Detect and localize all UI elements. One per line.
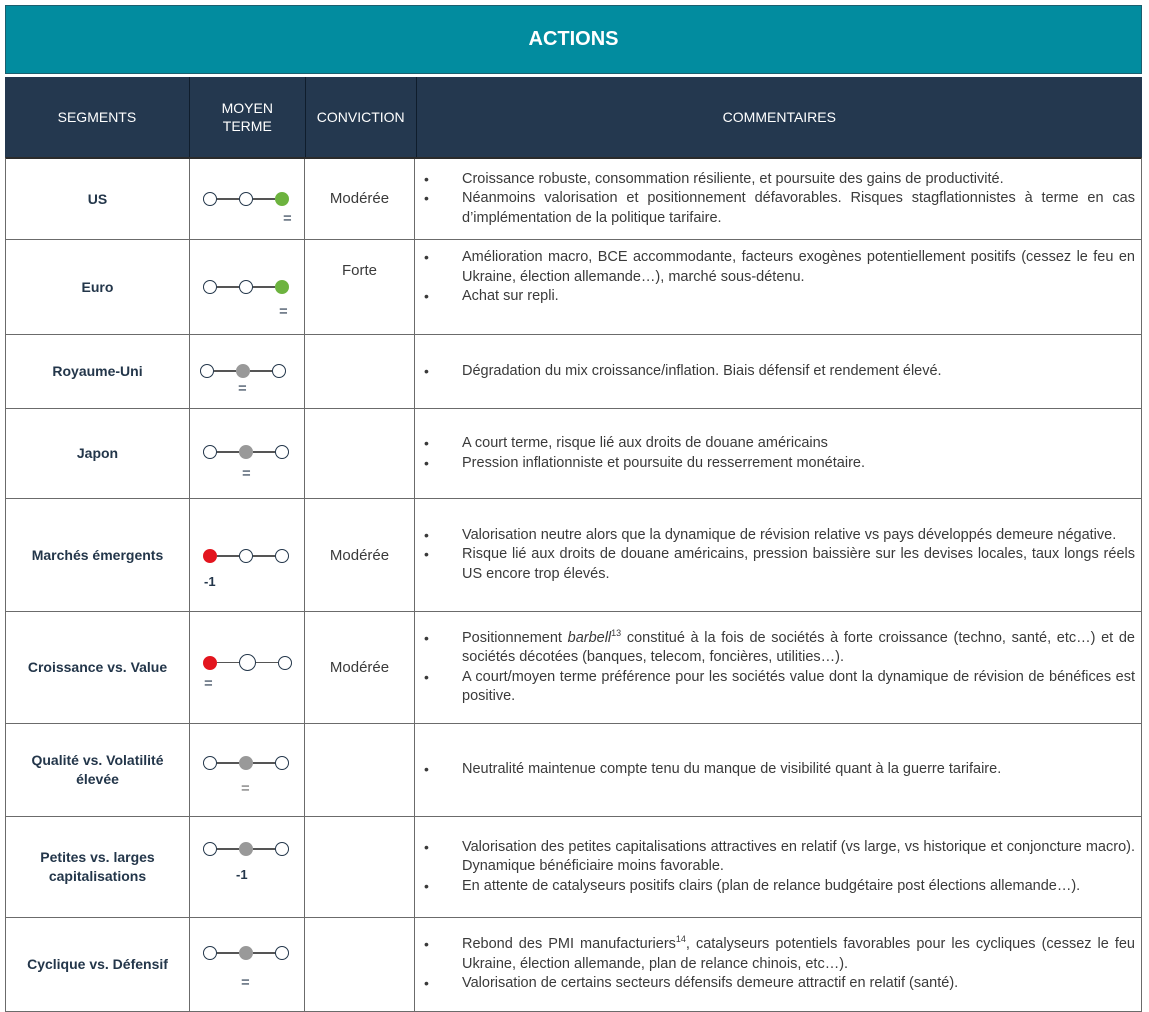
comments-cell [415,918,1141,1011]
scale-line [217,555,239,556]
conviction-cell [305,335,415,408]
position-dot-3 [275,445,289,459]
change-mark: = [241,780,250,797]
conviction-cell [305,499,415,611]
position-dot-2 [239,280,253,294]
footnote-ref: 13 [611,627,622,638]
comment-item: • Rebond des PMI manufacturiers$^{14}$, catalyseurs potentiels favorables pour les cycliques (cessez le feu Ukraine, élection allemande, plan de relance chinois, etc…). [421,935,1135,974]
comment-item: • Risque lié aux droits de douane américains, pression baissière sur les devises locales, taux longs réels US encore trop élevés. [421,545,1135,584]
scale-line [250,370,272,371]
scale-line [253,848,275,849]
header-moyen-label: MOYEN [221,100,273,116]
scale-line [217,451,239,452]
scale-line [253,762,275,763]
table-row [6,159,1141,240]
segment-label: Qualité vs. Volatilité élevée [6,724,190,816]
table-body [5,157,1142,1012]
table-row [6,409,1141,499]
conviction-cell [305,817,415,917]
change-mark: = [241,974,250,991]
table-row [6,240,1141,335]
comment-item: • A court/moyen terme préférence pour les sociétés value dont la dynamique de révision de bénéfices est positive. [421,668,1135,707]
comments-list [421,434,1135,473]
table-header [5,74,1142,157]
scale-line [217,952,239,953]
scale-line [256,662,278,663]
comment-item: • Valorisation neutre alors que la dynamique de révision relative vs pays développés demeure négative. [421,526,1135,546]
comment-item: • Valorisation de certains secteurs défensifs demeure attractif en relatif (santé). [421,974,1135,994]
header-segments: SEGMENTS [5,77,190,157]
table-row [6,817,1141,918]
position-dot-3 [275,946,289,960]
comment-item: • Achat sur repli. [421,287,1135,307]
table-row [6,612,1141,724]
position-scale [203,654,292,671]
comments-list [421,838,1135,897]
scale-line [217,662,239,663]
scale-line [217,848,239,849]
scale-line [253,952,275,953]
position-dot-1 [203,549,217,563]
footnote-ref: 14 [675,934,686,945]
scale-line [217,762,239,763]
scale-line [253,198,275,199]
change-mark: = [238,380,247,397]
segment-label: Royaume-Uni [6,335,190,408]
comment-item: • Pression inflationniste et poursuite du resserrement monétaire. [421,454,1135,474]
barbell-term: barbell [567,629,612,646]
comment-item: • Positionnement barbell$^{13}$ constitué à la fois de sociétés à forte croissance (techno, santé, etc…) et de sociétés décotées (banques, telecom, foncières, utilities…). [421,629,1135,668]
position-dot-2 [239,654,256,671]
conviction-cell [305,159,415,239]
medium-term-indicator [190,240,305,334]
table-row [6,918,1141,1012]
medium-term-indicator [190,817,305,917]
comments-cell [415,612,1141,723]
comment-item: • Néanmoins valorisation et positionnement défavorables. Risques stagflationnistes à terme en cas d’implémentation de la politique tarifaire. [421,189,1135,228]
scale-line [253,451,275,452]
position-dot-1 [200,364,214,378]
change-mark: = [283,210,292,227]
position-dot-3 [275,549,289,563]
comments-list [421,935,1135,994]
comments-cell [415,335,1141,408]
position-dot-1 [203,946,217,960]
medium-term-indicator [190,724,305,816]
position-dot-2 [239,946,253,960]
segment-label: Japon [6,409,190,498]
position-dot-2 [236,364,250,378]
medium-term-indicator [190,335,305,408]
header-moyen-terme [190,77,306,157]
position-dot-1 [203,445,217,459]
comments-list [421,362,1135,382]
medium-term-indicator [190,409,305,498]
comments-list [421,526,1135,585]
conviction-value: Modérée [329,547,390,564]
comments-list [421,248,1135,307]
comments-cell [415,817,1141,917]
medium-term-indicator [190,918,305,1011]
position-dot-2 [239,756,253,770]
comments-cell [415,240,1141,334]
position-scale [203,280,289,294]
position-dot-3 [275,756,289,770]
comment-item: • Croissance robuste, consommation résiliente, et poursuite des gains de productivité. [421,170,1135,190]
comments-list [421,760,1135,780]
position-dot-3 [275,842,289,856]
position-dot-2 [239,842,253,856]
conviction-cell [305,612,415,723]
conviction-value: Modérée [329,659,390,676]
change-mark: -1 [236,867,248,882]
position-dot-1 [203,756,217,770]
position-scale [203,445,289,459]
scale-line [217,198,239,199]
comments-cell [415,409,1141,498]
comment-item: • Neutralité maintenue compte tenu du manque de visibilité quant à la guerre tarifaire. [421,760,1135,780]
header-terme-label: TERME [222,118,272,134]
conviction-cell [305,724,415,816]
comments-list [421,170,1135,229]
comment-item: • Dégradation du mix croissance/inflation. Biais défensif et rendement élevé. [421,362,1135,382]
conviction-value: Modérée [329,190,390,207]
segment-label: Marchés émergents [6,499,190,611]
header-conviction: CONVICTION [306,77,417,157]
conviction-cell [305,918,415,1011]
medium-term-indicator [190,499,305,611]
header-commentaires: COMMENTAIRES [722,109,836,125]
position-dot-2 [239,192,253,206]
change-mark: = [242,465,251,482]
comment-item: • Valorisation des petites capitalisations attractives en relatif (vs large, vs historique et conjoncture macro). Dynamique bénéficiaire moins favorable. [421,838,1135,877]
comments-cell [415,159,1141,239]
conviction-value: Forte [341,262,377,279]
change-mark: -1 [204,574,216,589]
conviction-cell [305,240,415,334]
position-dot-1 [203,842,217,856]
comment-item: • En attente de catalyseurs positifs clairs (plan de relance budgétaire post élections allemande…). [421,877,1135,897]
position-scale [203,946,289,960]
position-dot-1 [203,656,217,670]
scale-line [253,555,275,556]
medium-term-indicator [190,159,305,239]
position-dot-1 [203,192,217,206]
position-dot-3 [272,364,286,378]
position-dot-3 [278,656,292,670]
table-row [6,335,1141,409]
scale-line [217,286,239,287]
position-dot-1 [203,280,217,294]
position-scale [203,842,289,856]
table-row [6,724,1141,817]
position-dot-3 [275,192,289,206]
table-title: ACTIONS [5,5,1142,74]
conviction-cell [305,409,415,498]
scale-line [214,370,236,371]
position-scale [203,756,289,770]
position-dot-3 [275,280,289,294]
table-row [6,499,1141,612]
comment-item: • Amélioration macro, BCE accommodante, facteurs exogènes potentiellement positifs (cessez le feu en Ukraine, élection allemande…), marché sous-détenu. [421,248,1135,287]
position-scale [203,549,289,563]
segment-label: Croissance vs. Value [6,612,190,723]
position-scale [203,192,289,206]
segment-label: Euro [6,240,190,334]
position-scale [200,364,286,378]
change-mark: = [204,675,213,692]
segment-label: Petites vs. larges capitalisations [6,817,190,917]
comments-cell [415,724,1141,816]
change-mark: = [279,303,288,320]
actions-table-container [5,5,1142,1012]
segment-label: Cyclique vs. Défensif [6,918,190,1011]
position-dot-2 [239,445,253,459]
segment-label: US [6,159,190,239]
comment-item: • A court terme, risque lié aux droits de douane américains [421,434,1135,454]
scale-line [253,286,275,287]
comments-list [421,629,1135,707]
comments-cell [415,499,1141,611]
medium-term-indicator [190,612,305,723]
position-dot-2 [239,549,253,563]
